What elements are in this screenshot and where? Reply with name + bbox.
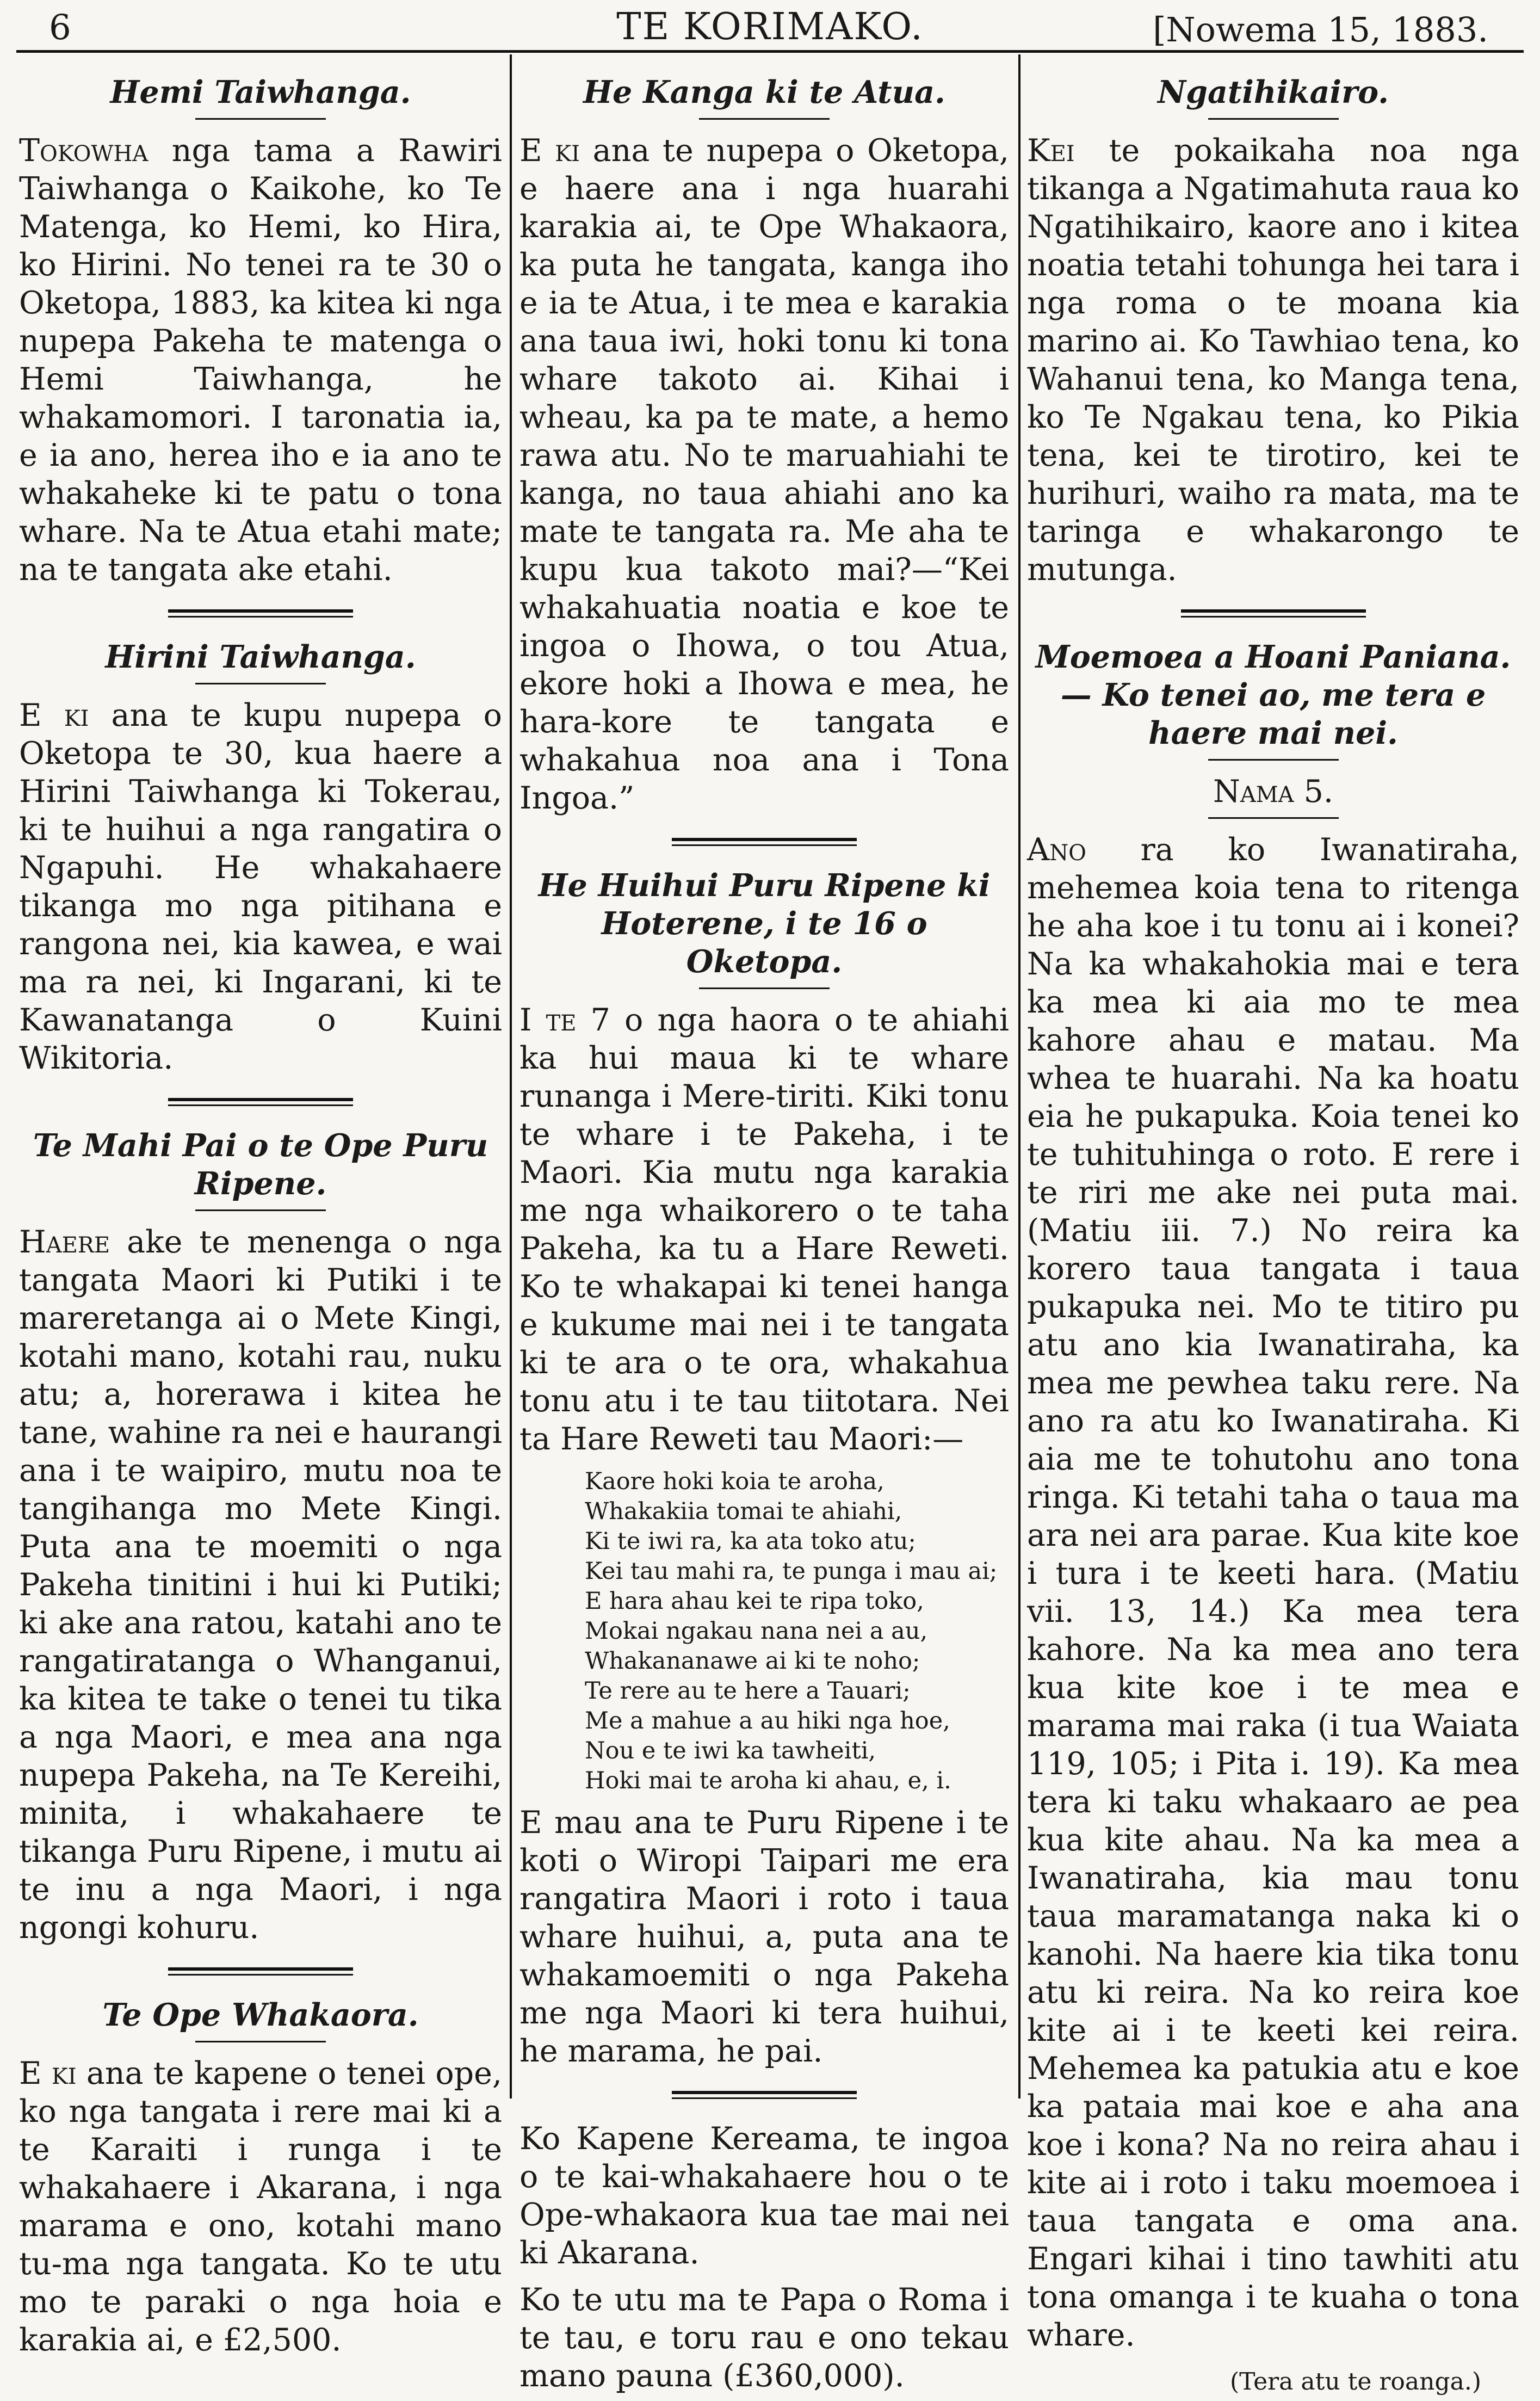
article-body: E mau ana te Puru Ripene i te koti o Wiropi Taipari me era rangatira Maori i roto i taua whare huihui, a, puta ana te whakamoemiti o nga Pakeha me nga Maori ki tera huihui, he marama, he pai. bbox=[519, 1805, 1009, 2069]
lead-word: Haere bbox=[19, 1224, 110, 1260]
poem-line: Hoki mai te aroha ki ahau, e, i. bbox=[585, 1767, 951, 1794]
article-text: ana te kapene o tenei ope, ko nga tangata i rere mai ki a te Karaiti i runga i te whakahaere i Akarana, i nga marama e ono, kotahi mano tu-ma nga tangata. Ko te utu mo te paraki o nga hoia e karakia ai, e £2,500. bbox=[19, 2056, 502, 2358]
lead-word: Tokowha bbox=[19, 133, 149, 169]
article-body bbox=[19, 1223, 502, 1947]
title-rule bbox=[195, 118, 326, 120]
article-body bbox=[519, 1001, 1009, 1458]
article-body bbox=[1027, 831, 1519, 2354]
poem-line: Mokai ngakau nana nei a au, bbox=[585, 1618, 928, 1645]
lead-word: I te bbox=[519, 1002, 577, 1038]
poem-line: Kei tau mahi ra, te punga i mau ai; bbox=[585, 1558, 998, 1585]
section-divider bbox=[168, 1098, 353, 1106]
article-title: Hirini Taiwhanga. bbox=[105, 639, 416, 675]
title-rule bbox=[1208, 817, 1339, 819]
column-3 bbox=[1027, 73, 1519, 2396]
section-divider bbox=[1181, 609, 1366, 618]
lead-word: Kei bbox=[1027, 133, 1075, 169]
title-rule bbox=[1208, 118, 1339, 120]
masthead-title: TE KORIMAKO. bbox=[616, 5, 924, 48]
article-text: ake te menenga o nga tangata Maori ki Putiki i te mareretanga ai o Mete Kingi, kotahi mano, kotahi rau, nuku atu; a, horerawa i kitea he tane, wahine ra nei e haurangi ana i te waipiro, mutu noa te tangihanga mo Mete Kingi. Puta ana te moemiti o nga Pakeha tinitini i hui ki Putiki; ki ake ana ratou, katahi ano te rangatiratanga o Whanganui, ka kitea te take o tenei tu tika a nga Maori, e mea ana nga nupepa Pakeha, na Te Kereihi, minita, i whakahaere te tikanga Puru Ripene, i mutu ai te inu a nga Maori, i nga ngongi kohuru. bbox=[19, 1224, 502, 1946]
news-item: Ko te utu ma te Papa o Roma i te tau, e toru rau e ono tekau mano pauna (£360,000). bbox=[519, 2282, 1009, 2394]
lead-word: E ki bbox=[19, 698, 89, 733]
section-divider bbox=[672, 838, 857, 846]
section-divider bbox=[168, 609, 353, 618]
title-rule bbox=[195, 2041, 326, 2042]
lead-word: E ki bbox=[19, 2056, 77, 2091]
article-body bbox=[19, 132, 502, 589]
title-rule bbox=[699, 987, 830, 989]
poem-line: Kaore hoki koia te aroha, bbox=[585, 1468, 885, 1495]
poem-line: E hara ahau kei te ripa toko, bbox=[585, 1588, 924, 1615]
title-rule bbox=[1208, 759, 1339, 761]
column-divider bbox=[1018, 54, 1021, 2098]
issue-date: [Nowema 15, 1883. bbox=[1153, 10, 1488, 50]
column-1 bbox=[19, 73, 502, 2358]
header-rule bbox=[16, 50, 1524, 53]
poem-line: Whakananawe ai ki te noho; bbox=[585, 1647, 920, 1675]
article-body bbox=[1027, 132, 1519, 589]
poem-line: Me a mahue a au hiki nga hoe, bbox=[585, 1707, 950, 1735]
poem-line: Ki te iwi ra, ka ata toko atu; bbox=[585, 1528, 916, 1555]
page-header bbox=[0, 0, 1540, 54]
lead-word: E ki bbox=[519, 133, 580, 169]
continued-note: (Tera atu te roanga.) bbox=[1230, 2368, 1481, 2396]
article-title: Moemoea a Hoani Paniana.— Ko tenei ao, me tera e haere mai nei. bbox=[1035, 639, 1511, 751]
poem-line: Te rere au te here a Tauari; bbox=[585, 1677, 911, 1705]
article-title: He Kanga ki te Atua. bbox=[583, 74, 945, 110]
article-title: Ngatihikairo. bbox=[1158, 74, 1389, 110]
article-title: Te Mahi Pai o te Ope Puru Ripene. bbox=[33, 1127, 488, 1202]
poem bbox=[519, 1467, 1009, 1796]
article-body bbox=[19, 696, 502, 1077]
chapter-number: Nama 5. bbox=[1213, 774, 1334, 810]
title-rule bbox=[699, 118, 830, 120]
article-text: ana te kupu nupepa o Oketopa te 30, kua haere a Hirini Taiwhanga ki Tokerau, ki te huihui a nga rangatira o Ngapuhi. He whakahaere tikanga mo nga pitihana e rangona nei, kia kawea, e wai ma ra nei, ki Ingarani, ki te Kawanatanga o Kuini Wikitoria. bbox=[19, 698, 502, 1076]
title-rule bbox=[195, 683, 326, 684]
article-text: te pokaikaha noa nga tikanga a Ngatimahuta raua ko Ngatihikairo, kaore ano i kitea noatia tetahi tohunga hei tara i nga roma o te moana kia marino ai. Ko Tawhiao tena, ko Wahanui tena, ko Manga tena, ko Te Ngakau tena, ko Pikia tena, kei te tirotiro, kei te hurihuri, waiho ra mata, ma te taringa e whakarongo te mutunga. bbox=[1027, 133, 1519, 588]
article-text: ana te nupepa o Oketopa, e haere ana i nga huarahi karakia ai, te Ope Whakaora, ka puta he tangata, kanga iho e ia te Atua, i te mea e karakia ana taua iwi, hoki tonu ki tona whare takoto ai. Kihai i wheau, ka pa te mate, a hemo rawa atu. No te maruahiahi te kanga, no taua ahiahi ano ka mate te tangata ra. Me aha te kupu kua takoto mai?—“Kei whakahuatia noatia e koe te ingoa o Ihowa, o tou Atua, ekore hoki a Ihowa e mea, he hara-kore te tangata e whakahua noa ana i Tona Ingoa.” bbox=[519, 133, 1009, 816]
article-body bbox=[19, 2054, 502, 2359]
column-divider bbox=[510, 54, 512, 2098]
page-number: 6 bbox=[49, 8, 71, 48]
section-divider bbox=[168, 1967, 353, 1976]
article-title: Te Ope Whakaora. bbox=[102, 1997, 419, 2033]
article-text: 7 o nga haora o te ahiahi ka hui maua ki te whare runanga i Mere-tiriti. Kiki tonu te whare i te Pakeha, i te Maori. Kia mutu nga karakia me nga whaikorero o te taha Pakeha, ka tu a Hare Reweti. Ko te whakapai ki tenei hanga e kukume mai nei i te tangata ki te ara o te ora, whakahua tonu atu i te tau tiitotara. Nei ta Hare Reweti tau Maori:— bbox=[519, 1002, 1009, 1457]
column-2 bbox=[519, 73, 1009, 2394]
article-text: ra ko Iwanatiraha, mehemea koia tena to ritenga he aha koe i tu tonu ai i konei? Na ka whakahokia mai e tera ka mea ki aia mo te mea kahore ahau e matau. Ma whea te huarahi. Na ka hoatu eia he pukapuka. Koia tenei ko te tuhituhinga o roto. E rere i te riri me ake nei puta mai. (Matiu iii. 7.) No reira ka korero taua tangata i taua pukapuka nei. Mo te titiro pu atu ano kia Iwanatiraha, ka mea me pewhea taku rere. Na ano ra atu ko Iwanatiraha. Ki aia me te tohutohu ano tona ringa. Ki tetahi taha o taua ma ara nei ara parae. Kua kite koe i tura i te keeti hara. (Matiu vii. 13, 14.) Ka mea tera kahore. Na ka mea ano tera kua kite koe i te mea e marama mai raka (i tua Waiata 119, 105; i Pita i. 19). Ka mea tera ki taku whakaaro ae pea kua kite ahau. Na ka mea a Iwanatiraha, kia mau tonu taua maramatanga naka ki o kanohi. Na haere kia tika tonu atu ki reira. Na ko reira koe kite ai i te keeti kei reira. Mehemea ka patukia atu e koe ka pataia mai koe e aha ana koe i kona? Na no reira ahau i kite ai i roto i taku moemoea i taua tangata e oma ana. Engari kihai i tino tawhiti atu tona omanga i te kuaha o tona whare. bbox=[1027, 832, 1519, 2353]
section-divider bbox=[672, 2091, 857, 2099]
lead-word: Ano bbox=[1027, 832, 1086, 868]
article-text: nga tama a Rawiri Taiwhanga o Kaikohe, ko Te Matenga, ko Hemi, ko Hira, ko Hirini. No tenei ra te 30 o Oketopa, 1883, ka kitea ki nga nupepa Pakeha te matenga o Hemi Taiwhanga, he whakamomori. I taronatia ia, e ia ano, herea iho e ia ano te whakaheke ki te patu o tona whare. Na te Atua etahi mate; na te tangata ake etahi. bbox=[19, 133, 502, 588]
news-item: Ko Kapene Kereama, te ingoa o te kai-whakahaere hou o te Ope-whakaora kua tae mai nei ki Akarana. bbox=[519, 2121, 1009, 2271]
poem-line: Whakakiia tomai te ahiahi, bbox=[585, 1498, 902, 1525]
article-title: He Huihui Puru Ripene ki Hoterene, i te 16 o Oketopa. bbox=[538, 867, 991, 980]
title-rule bbox=[195, 1209, 326, 1211]
poem-line: Nou e te iwi ka tawheiti, bbox=[585, 1737, 876, 1764]
article-title: Hemi Taiwhanga. bbox=[110, 74, 411, 110]
article-body bbox=[519, 132, 1009, 817]
